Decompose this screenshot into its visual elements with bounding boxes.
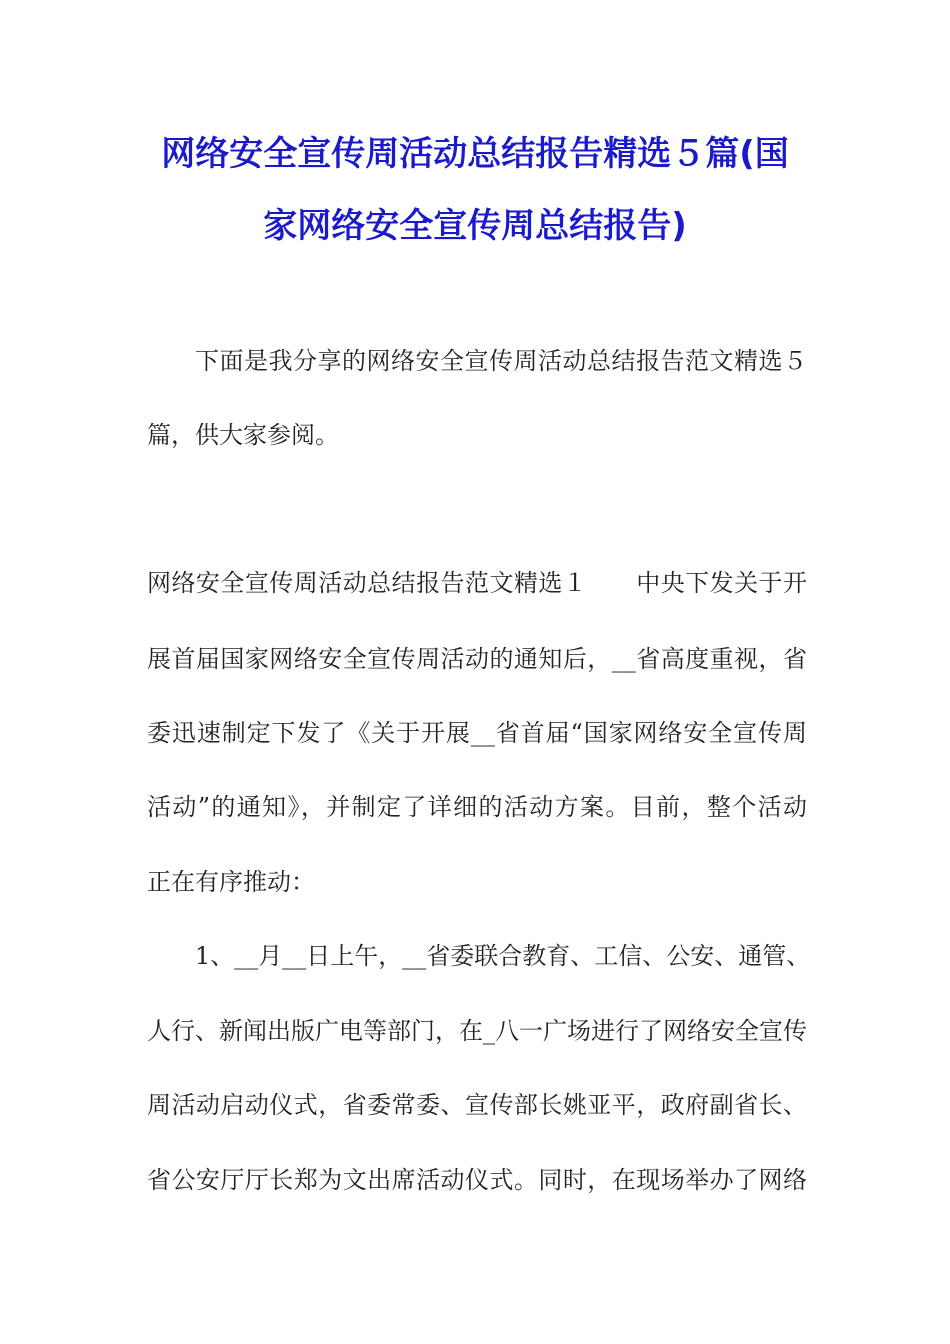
paragraph-intro-line-1: 下面是我分享的网络安全宣传周活动总结报告范文精选５ [195,347,807,375]
paragraph-body-line-2: 展首届国家网络安全宣传周活动的通知后，__省高度重视，省 [147,645,807,673]
paragraph-item1-line-4: 省公安厅厅长郑为文出席活动仪式。同时，在现场举办了网络 [147,1166,807,1194]
paragraph-item1-line-2: 人行、新闻出版广电等部门，在_八一广场进行了网络安全宣传 [147,1017,807,1045]
document-title-line-1: 网络安全宣传周活动总结报告精选５篇(国 [161,134,789,174]
paragraph-intro-line-2: 篇，供大家参阅。 [147,421,339,449]
paragraph-body-line-3: 委迅速制定下发了《关于开展__省首届“国家网络安全宣传周 [147,719,807,747]
document-title-line-2: 家网络安全宣传周总结报告) [263,206,687,246]
paragraph-item1-line-3: 周活动启动仪式，省委常委、宣传部长姚亚平，政府副省长、 [147,1091,807,1119]
paragraph-item1-line-1: 1、__月__日上午，__省委联合教育、工信、公安、通管、 [195,942,811,970]
paragraph-body-line-1: 网络安全宣传周活动总结报告范文精选１ 中央下发关于开 [147,569,807,597]
paragraph-body-line-4: 活动”的通知》，并制定了详细的活动方案。目前，整个活动 [147,793,807,821]
paragraph-body-line-5: 正在有序推动： [147,868,315,896]
